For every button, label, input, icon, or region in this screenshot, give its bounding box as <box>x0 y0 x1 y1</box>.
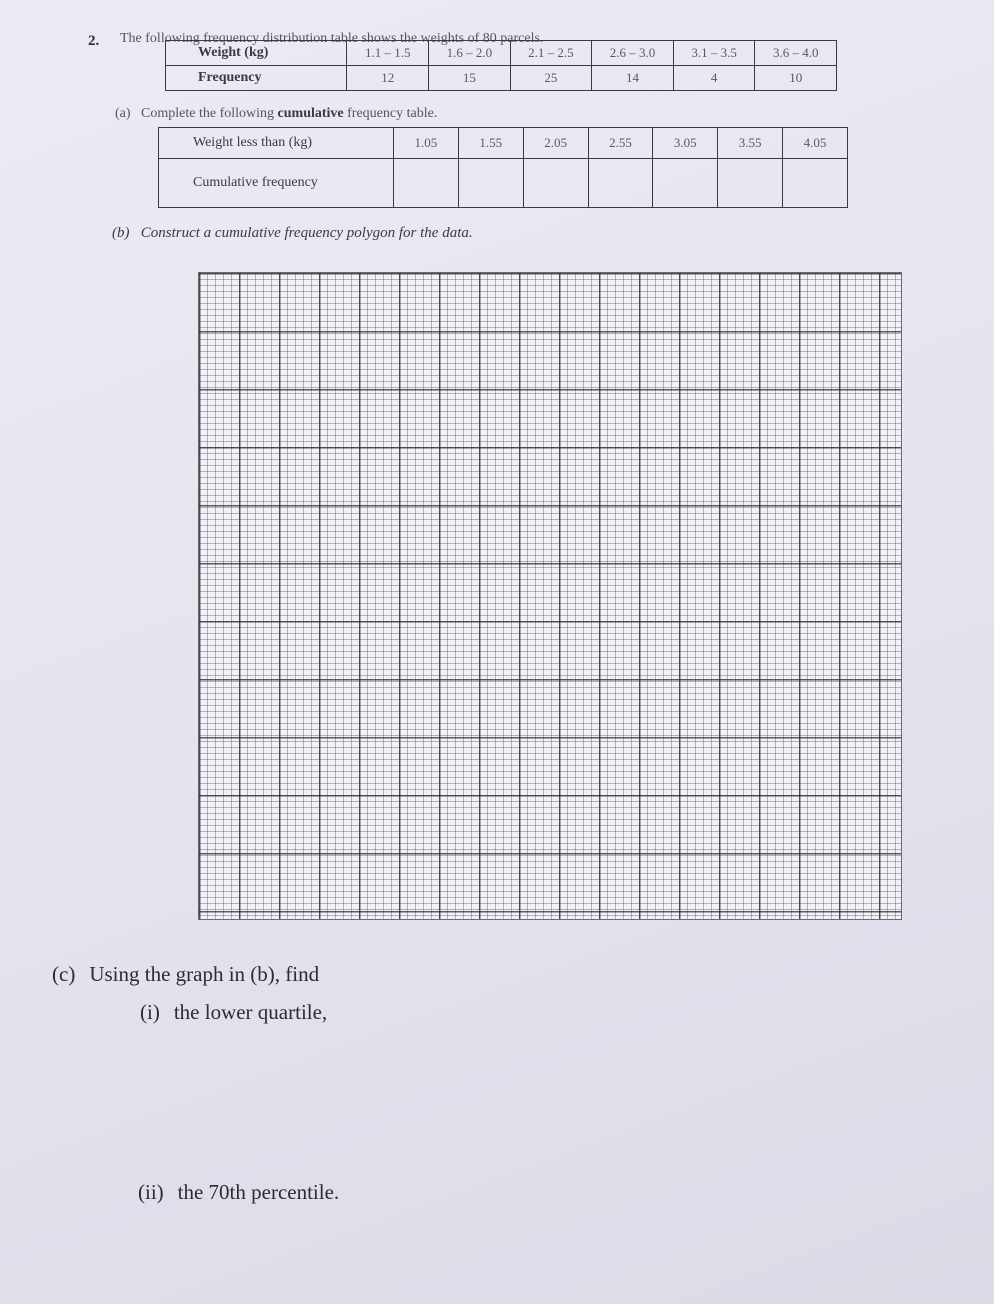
part-a-text-bold: cumulative <box>277 106 344 121</box>
frequency-cell: 15 <box>429 66 511 91</box>
frequency-header: Frequency <box>166 66 347 91</box>
cumulative-answer-cell[interactable] <box>588 159 653 208</box>
boundary-cell: 1.05 <box>394 128 459 159</box>
weight-row <box>166 41 837 66</box>
cumulative-answer-cell[interactable] <box>718 159 783 208</box>
frequency-distribution-table <box>165 40 837 91</box>
part-a-label: (a) <box>115 106 131 121</box>
boundary-cell: 3.05 <box>653 128 718 159</box>
part-a-instruction <box>115 106 437 122</box>
frequency-cell: 10 <box>755 66 837 91</box>
frequency-cell: 14 <box>592 66 674 91</box>
cumulative-answer-cell[interactable] <box>783 159 848 208</box>
class-cell: 3.6 – 4.0 <box>755 41 837 66</box>
part-c-ii <box>138 1180 339 1205</box>
question-intro: The following frequency distribution table shows the weights of 80 parcels. <box>120 31 544 46</box>
part-c-i-label: (i) <box>140 1000 160 1024</box>
graph-paper[interactable] <box>198 272 902 920</box>
part-c-label: (c) <box>52 962 76 986</box>
question-number: 2. <box>88 33 100 49</box>
frequency-cell: 12 <box>347 66 429 91</box>
part-c-i <box>140 1000 327 1025</box>
cumulative-answer-cell[interactable] <box>653 159 718 208</box>
frequency-cell: 4 <box>673 66 755 91</box>
frequency-cell: 25 <box>510 66 592 91</box>
cumulative-answer-cell[interactable] <box>458 159 523 208</box>
cumulative-frequency-table <box>158 127 848 208</box>
class-cell: 1.1 – 1.5 <box>347 41 429 66</box>
cumulative-answer-cell[interactable] <box>523 159 588 208</box>
boundary-cell: 1.55 <box>458 128 523 159</box>
boundary-cell: 4.05 <box>783 128 848 159</box>
part-a-text-after: frequency table. <box>343 106 438 121</box>
cumulative-answer-cell[interactable] <box>394 159 459 208</box>
part-c-ii-label: (ii) <box>138 1180 164 1204</box>
class-cell: 3.1 – 3.5 <box>673 41 755 66</box>
class-cell: 2.1 – 2.5 <box>510 41 592 66</box>
cumulative-row <box>159 159 848 208</box>
boundary-cell: 2.05 <box>523 128 588 159</box>
boundary-cell: 2.55 <box>588 128 653 159</box>
boundary-row <box>159 128 848 159</box>
part-b-text: Construct a cumulative frequency polygon for the data. <box>140 225 473 241</box>
part-c-instruction <box>52 962 319 987</box>
frequency-row <box>166 66 837 91</box>
part-b-label: (b) <box>112 225 130 241</box>
part-c-text: Using the graph in (b), find <box>89 962 320 986</box>
part-c-ii-text: the 70th percentile. <box>177 1180 340 1204</box>
boundary-cell: 3.55 <box>718 128 783 159</box>
class-cell: 1.6 – 2.0 <box>429 41 511 66</box>
cumulative-header: Cumulative frequency <box>159 159 394 208</box>
part-a-text-before: Complete the following <box>141 106 278 121</box>
part-b-instruction <box>112 225 473 242</box>
boundary-header: Weight less than (kg) <box>159 128 394 159</box>
weight-header: Weight (kg) <box>166 41 347 66</box>
part-c-i-text: the lower quartile, <box>173 1000 328 1024</box>
class-cell: 2.6 – 3.0 <box>592 41 674 66</box>
